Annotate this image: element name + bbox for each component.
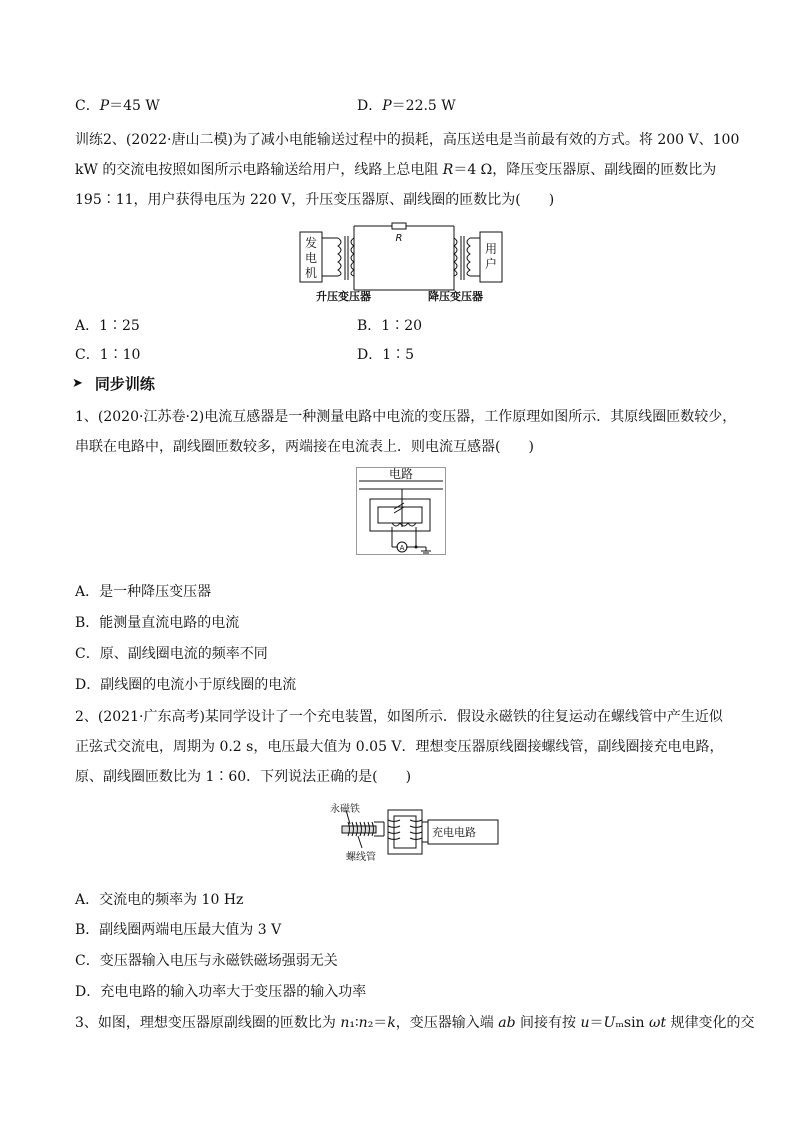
resistor [392,223,406,229]
solenoid-label: 螺线管 [346,852,376,863]
text: kW 的交流电按照如图所示电路输送给用户，线路上总电阻 [75,162,443,178]
transformer-core [388,810,422,854]
option-letter: C． [75,98,100,114]
step-down-label: 降压变压器 [428,290,483,302]
symbol-p: P [99,98,110,114]
magnet [342,826,376,833]
option-d-top [357,96,456,116]
text: ₂＝ [367,1015,388,1031]
train2-line3: 195∶11，用户获得电压为 220 V，升压变压器原、副线圈的匝数比为( ) [75,192,555,208]
text: ＝4 Ω，降压变压器原、副线圈的匝数比为 [453,162,717,178]
train2-line1: 训练2、(2022·唐山二模)为了减小电能输送过程中的损耗，高压送电是当前最有效的方式。将 200 V、100 [75,132,740,148]
text: 3、如图，理想变压器原副线圈的匝数比为 [75,1015,341,1031]
step-down-secondary-coil [467,238,470,276]
section-title: 同步训练 [94,375,155,393]
arrow-bullet-icon: ➤ [72,376,83,391]
q1-line2: 串联在电路中，副线圈匝数较多，两端接在电流表上．则电流互感器( ) [75,439,534,455]
generator-label-2: 电 [304,251,318,265]
train2-line2 [75,160,716,180]
math-var: n [340,1015,350,1031]
iron-core [370,499,430,531]
magnet-label: 永磁铁 [330,804,360,815]
text: ₁∶ [349,1015,359,1031]
q2-option-c: C．变压器输入电压与永磁铁磁场强弱无关 [75,953,338,969]
resistor-label: R [395,233,403,244]
math-var: ωt [649,1015,667,1031]
section-heading [72,373,155,394]
q2-line3: 原、副线圈匝数比为 1∶60．下列说法正确的是( ) [75,769,412,785]
q3-line1 [75,1013,755,1033]
option-value: ＝45 W [109,98,160,114]
q2-line2: 正弦式交流电，周期为 0.2 s，电压最大值为 0.05 V．理想变压器原线圈接螺线管，副线圈接充电电路， [75,739,724,755]
generator-label-1: 发 [304,236,318,250]
symbol-r: R [442,162,454,178]
q2-option-d: D．充电电路的输入功率大于变压器的输入功率 [75,984,367,1000]
ammeter-label: A [399,544,405,552]
option-c-top [75,96,160,116]
text: ，变压器输入端 [395,1015,499,1031]
math-var: ab [498,1015,516,1031]
step-up-primary-coil [338,238,341,276]
option-value: ＝22.5 W [391,98,456,114]
circuit-label: 电路 [388,467,414,481]
q2-option-a: A．交流电的频率为 10 Hz [75,892,244,908]
power-transmission-figure [296,218,506,302]
math-var: n [358,1015,368,1031]
train2-option-d: D．1∶5 [357,347,415,363]
train2-option-b: B．1∶20 [357,318,423,334]
q2-option-b: B．副线圈两端电压最大值为 3 V [75,922,282,938]
math-var: U [603,1015,616,1031]
user-label-2: 户 [484,257,498,271]
q1-option-c: C．原、副线圈电流的频率不同 [75,646,268,662]
q1-option-b: B．能测量直流电路的电流 [75,615,240,631]
text: ＝ [589,1015,604,1031]
symbol-p: P [382,98,392,114]
q1-option-d: D．副线圈的电流小于原线圈的电流 [75,677,297,693]
train2-option-a: A．1∶25 [75,318,140,334]
math-var: k [387,1015,396,1031]
q1-option-a: A．是一种降压变压器 [75,584,212,600]
q1-line1: 1、(2020·江苏卷·2)电流互感器是一种测量电路中电流的变压器，工作原理如图所示．其原线圈匝数较少， [75,409,737,425]
charging-label: 充电电路 [432,826,476,839]
current-transformer-figure [356,467,446,555]
charging-device-figure [328,802,506,866]
text: 间接有按 [515,1015,581,1031]
option-letter: D． [357,98,383,114]
text: 规律变化的交 [666,1015,755,1031]
text: ₘsin [615,1015,650,1031]
step-up-label: 升压变压器 [316,290,371,302]
math-var: u [580,1015,590,1031]
generator-label-3: 机 [304,266,318,280]
train2-option-c: C．1∶10 [75,347,141,363]
user-label-1: 用 [484,242,498,256]
q2-line1: 2、(2021·广东高考)某同学设计了一个充电装置，如图所示．假设永磁铁的往复运动在螺线管中产生近似 [75,709,723,725]
